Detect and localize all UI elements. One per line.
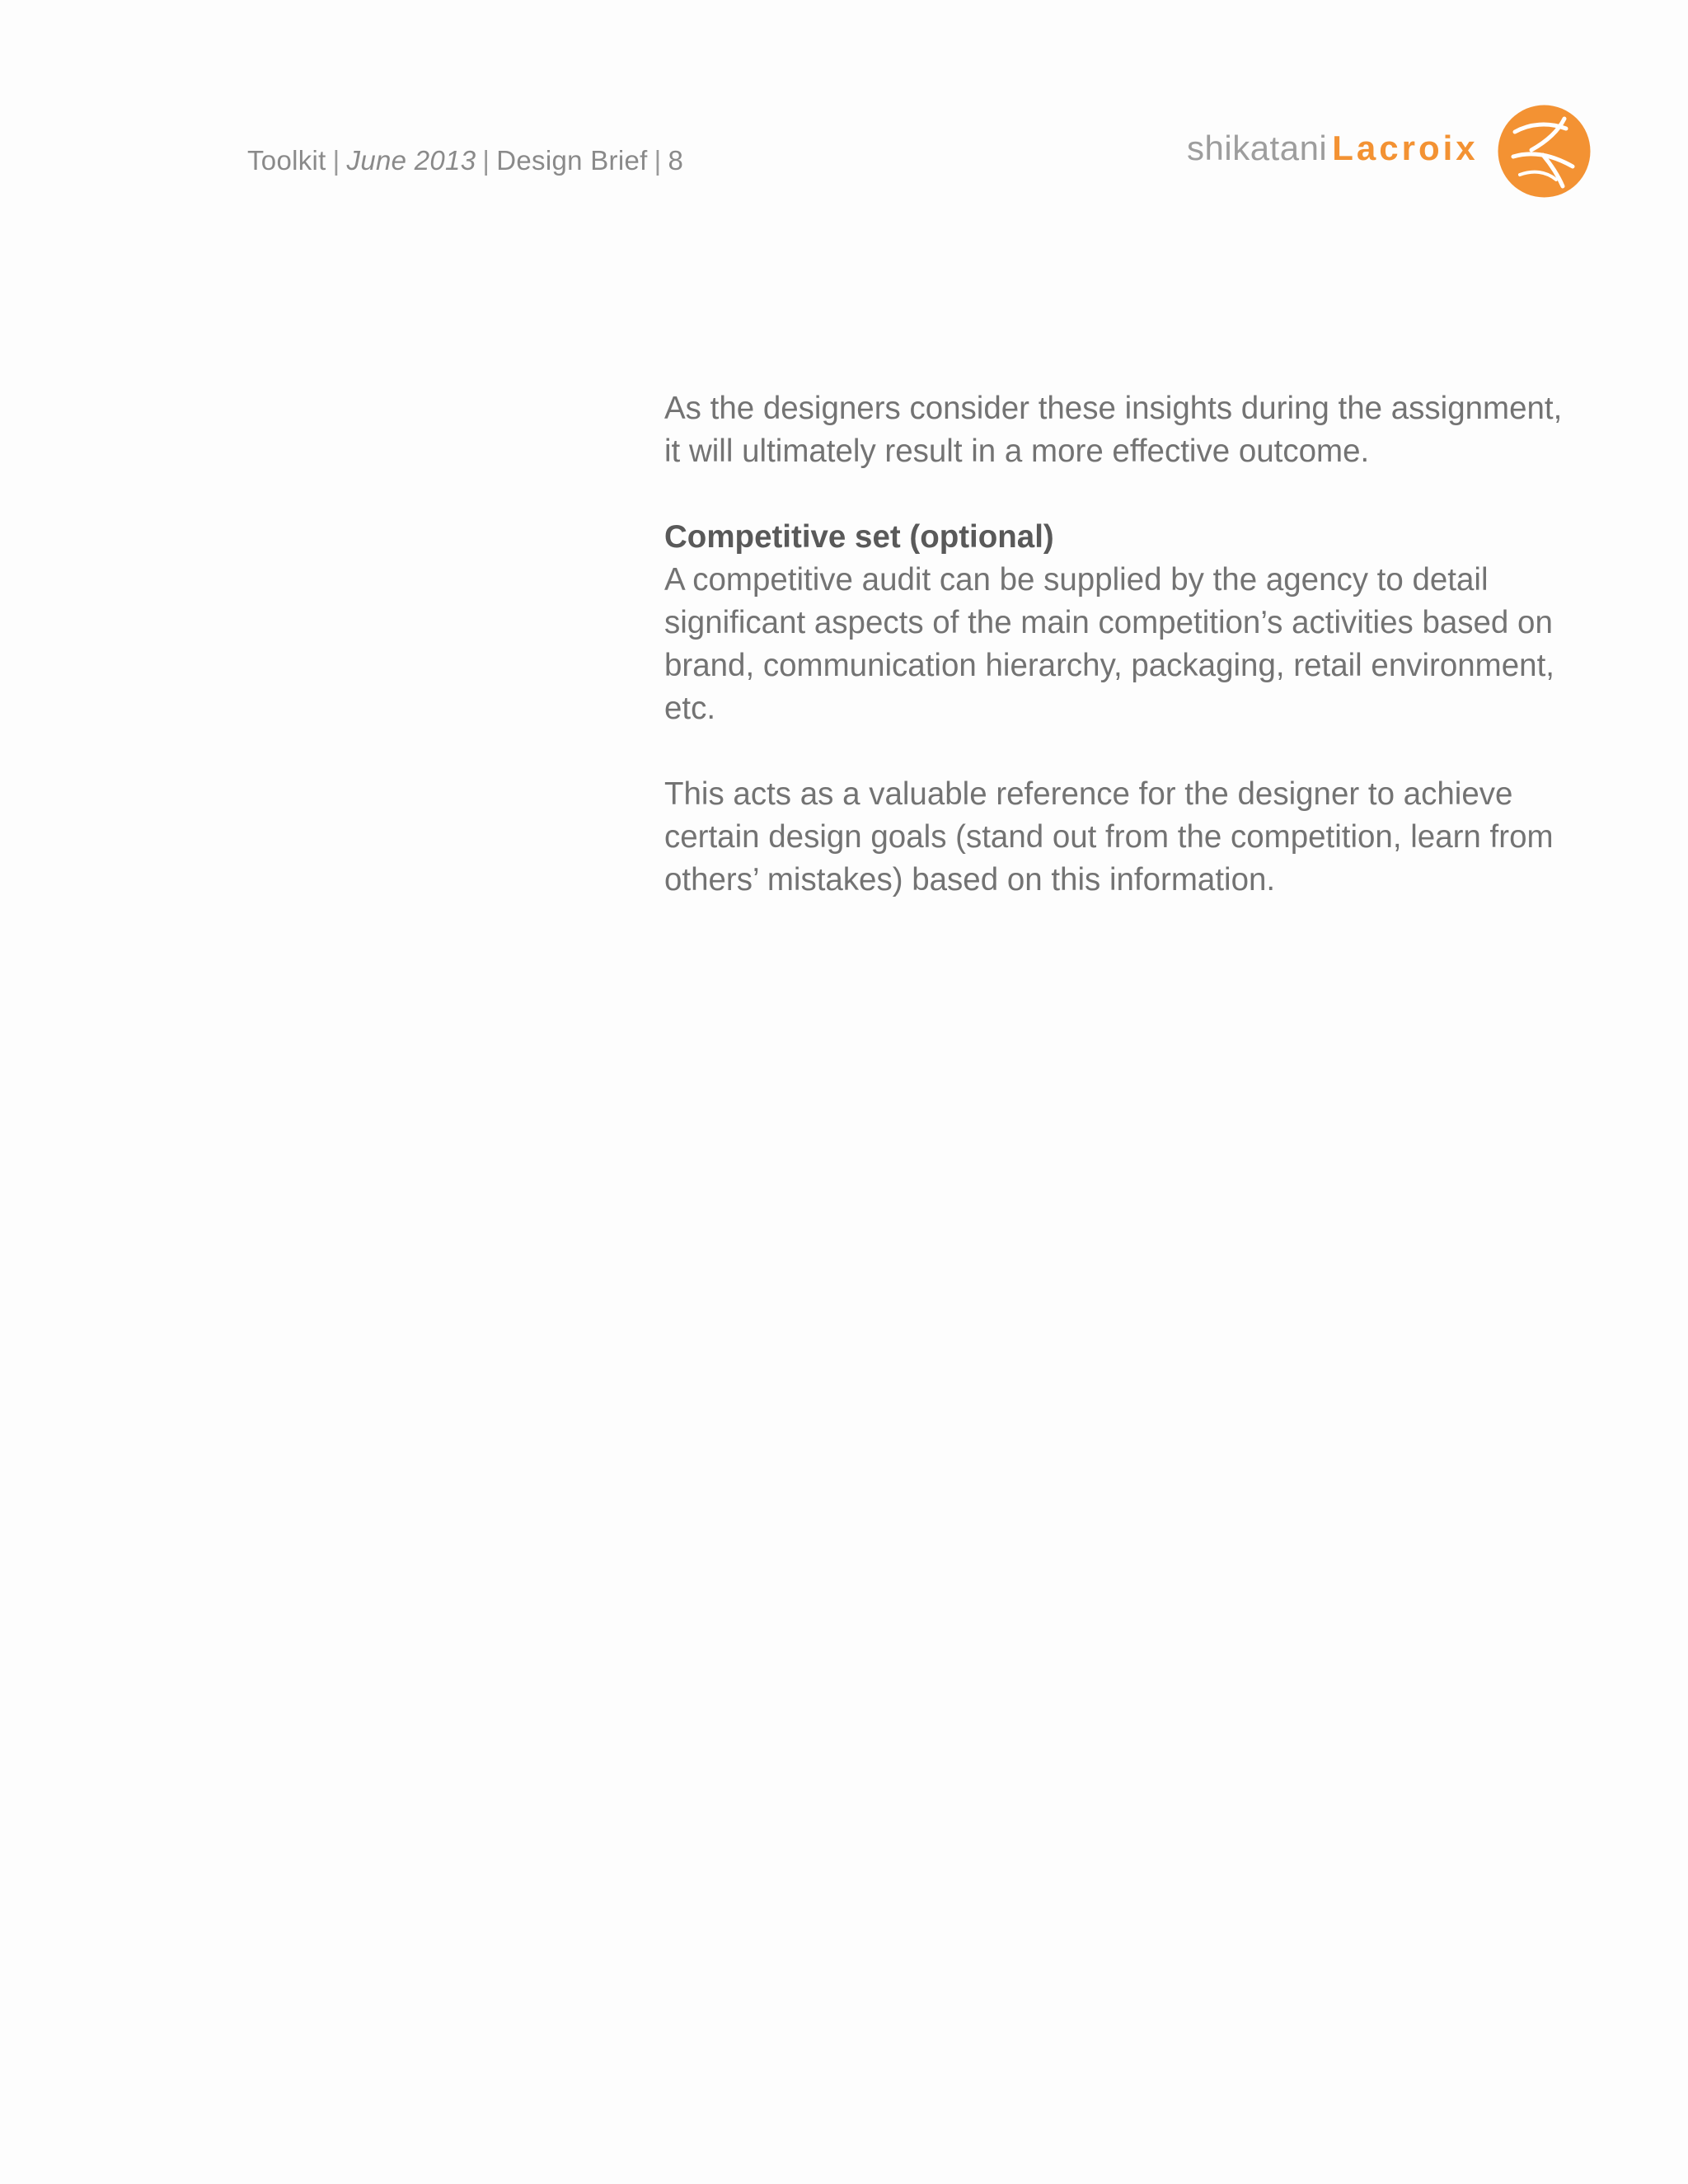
header-separator: | — [332, 145, 340, 176]
logo-wordmark — [1187, 129, 1479, 168]
header-date: June 2013 — [346, 145, 476, 176]
main-content — [664, 387, 1579, 902]
header-separator: | — [654, 145, 662, 176]
orange-circle-swoosh-icon — [1497, 104, 1592, 199]
header-section: Design Brief — [496, 145, 648, 176]
section-paragraph: This acts as a valuable reference for the designer to achieve certain design goals (stand out from the competition, learn from others’ mistakes) based on this information. — [664, 776, 1554, 898]
section-heading: Competitive set (optional) — [664, 519, 1054, 555]
intro-paragraph: As the designers consider these insights during the assignment, it will ultimately result in a more effective outcome. — [664, 391, 1563, 469]
running-header — [247, 145, 683, 176]
header-page-number: 8 — [668, 145, 684, 176]
logo-text-first: shikatani — [1187, 129, 1328, 167]
header-doc-name: Toolkit — [247, 145, 326, 176]
header-separator: | — [482, 145, 490, 176]
company-logo — [1187, 104, 1595, 199]
logo-text-second: Lacroix — [1332, 129, 1479, 167]
section-paragraph: A competitive audit can be supplied by the agency to detail significant aspects of the main competition’s activities based on brand, communication hierarchy, packaging, retail environment, etc. — [664, 562, 1554, 726]
